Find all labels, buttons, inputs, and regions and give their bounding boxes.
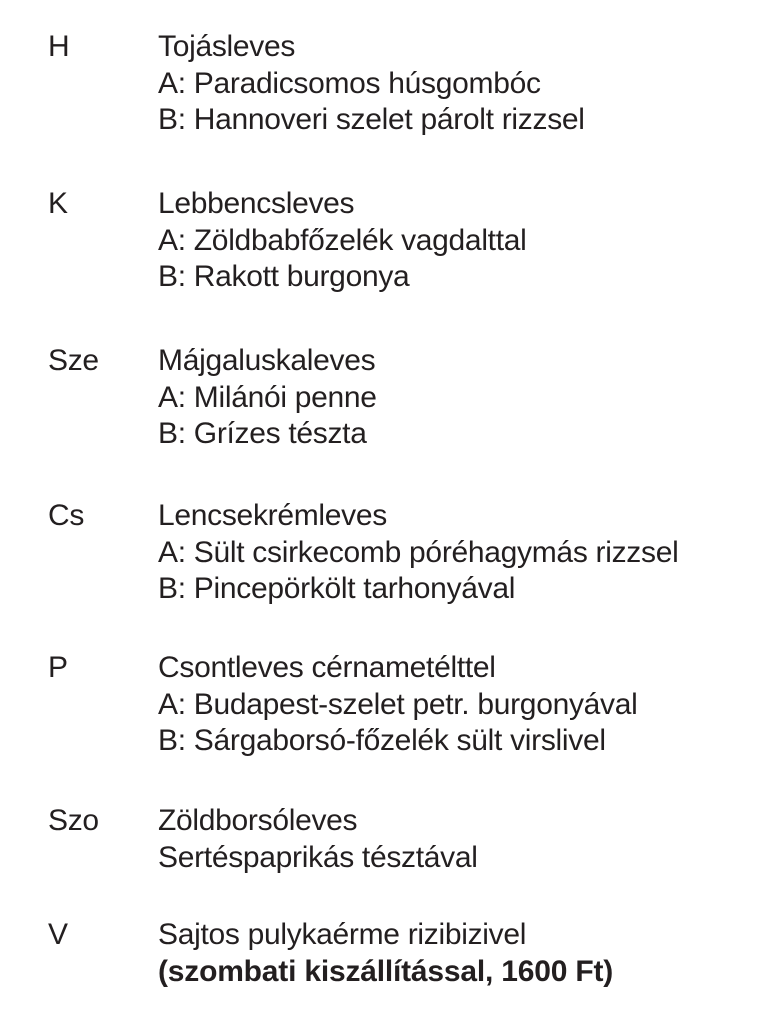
main-dish-b: B: Pincepörkölt tarhonyával xyxy=(158,572,516,605)
main-dish-a: A: Zöldbabfőzelék vagdalttal xyxy=(158,223,527,257)
soup-item: Lencsekrémleves xyxy=(158,499,387,532)
day-code: P xyxy=(48,651,68,684)
day-dishes xyxy=(158,650,773,760)
day-code: Cs xyxy=(48,499,85,532)
main-dish-a: A: Sült csirkecomb póréhagymás rizzsel xyxy=(158,535,679,569)
soup-item: Csontleves cérnametélttel xyxy=(158,651,496,684)
day-dishes xyxy=(158,498,773,608)
main-dish: Sertéspaprikás tésztával xyxy=(158,840,478,874)
day-dishes xyxy=(158,343,773,453)
main-dish-b: B: Rakott burgonya xyxy=(158,260,410,293)
day-dishes xyxy=(158,917,773,990)
soup-item: Lebbencsleves xyxy=(158,187,355,220)
soup-item: Tojásleves xyxy=(158,30,296,63)
main-dish-a: A: Milánói penne xyxy=(158,380,377,414)
main-dish-b: B: Grízes tészta xyxy=(158,417,367,450)
main-dish: Sajtos pulykaérme rizibizivel xyxy=(158,918,527,951)
main-dish-b: B: Sárgaborsó-főzelék sült virslivel xyxy=(158,724,606,757)
soup-item: Zöldborsóleves xyxy=(158,804,358,837)
day-code: K xyxy=(48,187,68,220)
day-dishes xyxy=(158,803,773,876)
day-code: Szo xyxy=(48,804,99,837)
main-dish-a: A: Paradicsomos húsgombóc xyxy=(158,66,541,100)
delivery-note: (szombati kiszállítással, 1600 Ft) xyxy=(158,954,614,988)
main-dish-a: A: Budapest-szelet petr. burgonyával xyxy=(158,687,638,721)
day-dishes xyxy=(158,186,773,296)
main-dish-b: B: Hannoveri szelet párolt rizzsel xyxy=(158,103,585,136)
soup-item: Májgaluskaleves xyxy=(158,344,376,377)
day-code: Sze xyxy=(48,344,99,377)
day-dishes xyxy=(158,29,773,139)
day-code: V xyxy=(48,918,68,951)
day-code: H xyxy=(48,30,70,63)
